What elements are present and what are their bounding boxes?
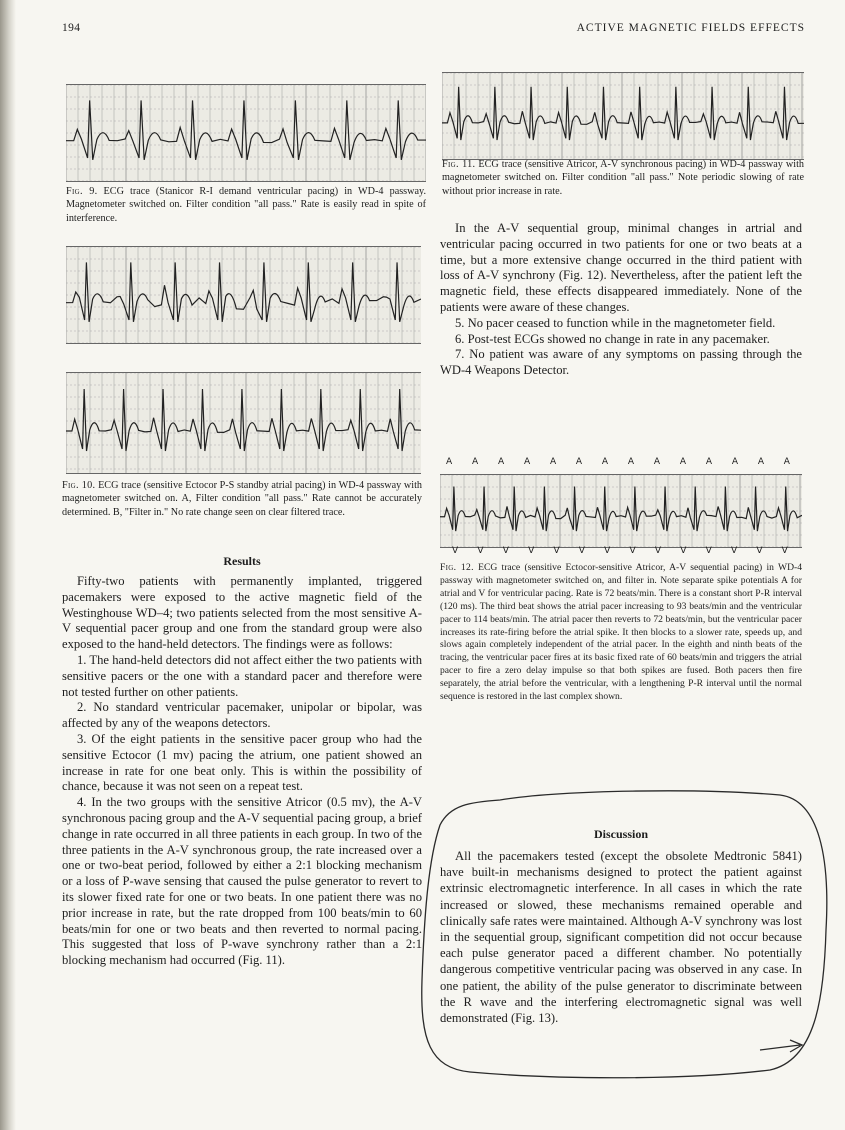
fig11-text: ECG trace (sensitive Atricor, A-V synchronous pacing) in WD-4 passway with magnetometer switched on. Filter condition "all pass." Note periodic slowing of rate without prior increase in rate. xyxy=(442,159,805,197)
results-item-7: 7. No patient was aware of any symptoms on passing through the WD-4 Weapons Detector. xyxy=(440,347,802,378)
fig10-caption xyxy=(62,479,422,519)
atrial-spike-marker: A xyxy=(731,457,738,467)
ventricular-spike-marker: V xyxy=(528,546,535,556)
fig10b-ecg-svg xyxy=(66,373,421,473)
atrial-spike-marker: A xyxy=(497,457,505,467)
ventricular-spike-marker: V xyxy=(604,546,611,556)
results-paragraph-1: Fifty-two patients with permanently implanted, triggered pacemakers were exposed to the active magnetic field of the Westinghouse WD–4; two patients selected from the most sensitive A-V sequential pacer group and one from the standard group were also exposed to the hand-held detectors. The findings were as follows: xyxy=(62,574,422,652)
results-item-6: 6. Post-test ECGs showed no change in rate in any pacemaker. xyxy=(455,331,770,346)
fig11-caption xyxy=(442,158,804,198)
results-heading: Results xyxy=(223,554,261,568)
fig12-ecg-trace xyxy=(440,474,802,548)
ventricular-spike-marker: V xyxy=(756,546,763,556)
discussion-paragraph-1: All the pacemakers tested (except the obsolete Medtronic 5841) have built-in mechanisms designed to protect the patient against extrinsic electromagnetic interference. In all cases in which the rate increased or slowed, these mechanisms remained operable and clinically safe rates were maintained. Although A-V synchrony was lost in the sequential group, significant competition did not occur because each pulse generator paced a different chamber. No potentially dangerous competitive ventricular pacing was observed in any case. In one patient, the ability of the pulse generator to discriminate between the R wave and the interfering electromagnetic signal was well demonstrated (Fig. 13). xyxy=(440,849,802,1026)
ventricular-spike-marker: V xyxy=(452,546,459,556)
fig10a-ecg-svg xyxy=(66,247,421,343)
page-number: 194 xyxy=(62,22,81,34)
fig11-ecg-trace xyxy=(442,72,804,160)
discussion-heading: Discussion xyxy=(593,827,649,841)
ventricular-spike-marker: V xyxy=(629,546,636,556)
atrial-spike-marker: A xyxy=(471,457,479,467)
atrial-spike-marker: A xyxy=(575,457,583,467)
results-item-4: 4. In the two groups with the sensitive Atricor (0.5 mv), the A-V synchronous pacing group and the A-V sequential pacing group, a brief change in rate occurred in all three patients in each group. In two of the three patients in the A-V synchronous group, the rate increased over a one or two-beat period, followed by either a 2:1 blocking mechanism or a loss of P-wave sensing that caused the pulse generator to revert to its slower fixed rate for one or two beats. In one patient there was no prior increase in rate, but the rate dropped from 100 beats/min to 60 beats/min for one or two beats and then reverted to normal pacing. This suggested that loss of P-wave synchrony rather than a 2:1 blocking mechanism had occurred (Fig. 11). xyxy=(62,795,422,968)
ventricular-spike-marker: V xyxy=(553,546,560,556)
atrial-spike-marker: A xyxy=(549,457,557,467)
scan-binding-edge xyxy=(0,0,16,1130)
ventricular-spike-marker: V xyxy=(730,546,738,556)
fig9-ecg-trace xyxy=(66,84,426,182)
discussion-text xyxy=(440,848,802,1026)
ventricular-spike-marker: V xyxy=(705,546,712,556)
pen-arrow xyxy=(760,1040,802,1052)
fig10-label: Fig. 10. xyxy=(62,480,96,491)
fig12-text: ECG trace (sensitive Ectocor-sensitive Atricor, A-V sequential pacing) in WD-4 passway with magnetometer switched on, and filter in. Note separate spike potentials A for atrial and V for ventricular pacing. Rate is 72 beats/min. There is a constant short P-R interval (120 ms). The third beat shows the atrial pacer increasing to 93 beats/min and the ventricular pacer to 114 beats/min. The atrial pacer then reverts to 72 beats/min, but the ventricular pacer increases its rate-firing before the atrial spike. It then blocks to a slower rate, speeds up, and slows again completely independent of the atrial pacer. In the eighth and ninth beats of the tracing, the ventricular pacer fires at its basic fixed rate of 60 beats/min and triggers the atrial pacer to fire a zero delay impulse so that both spikes are fused. Both pacers then fire separately, the atrial before the ventricular, with a lengthening P-R interval until the normal sequence is restored in the last complex shown. xyxy=(440,562,802,703)
ventricular-spike-marker: V xyxy=(578,546,585,556)
atrial-spike-marker: A xyxy=(757,457,764,467)
fig9-ecg-svg xyxy=(66,85,426,181)
ventricular-spike-marker: V xyxy=(654,546,662,556)
fig10b-ecg-trace xyxy=(66,372,421,474)
atrial-spike-marker: A xyxy=(446,457,453,467)
atrial-spike-marker: A xyxy=(627,457,635,467)
atrial-spike-marker: A xyxy=(679,457,687,467)
ecg-waveform xyxy=(66,389,421,451)
ventricular-spike-marker: V xyxy=(781,546,788,556)
fig12-ventricular-markers xyxy=(452,546,788,556)
fig12-label: Fig. 12. xyxy=(440,562,474,573)
fig10-text: ECG trace (sensitive Ectocor P-S standby atrial pacing) in WD-4 passway with magnetometer switched on. A, Filter condition "all pass." Rate cannot be accurately determined. B, "Filter in." No rate change seen on clear filtered trace. xyxy=(62,480,423,518)
ventricular-spike-marker: V xyxy=(502,546,509,556)
atrial-spike-marker: A xyxy=(783,457,790,467)
results-item-3: 3. Of the eight patients in the sensitive pacer group who had the sensitive Ectocor (1 mv) pacing the atrium, one patient showed an increase in rate for one beat only. This is within the possibility of chance, because it was not seen on a repeat test. xyxy=(62,731,422,794)
right-paragraph-1: In the A-V sequential group, minimal changes in artrial and ventricular pacing occurred in two patients for one or two beats at a time, but a more extensive change occurred in the third patient with loss of A-V synchrony (Fig. 12). Nevertheless, after the patient left the magnetic field, these effects disappeared immediately. None of the patients were aware of these changes. xyxy=(440,221,802,314)
fig11-label: Fig. 11. xyxy=(442,159,476,170)
results-item-1: 1. The hand-held detectors did not affect either the two patients with sensitive pacers or the one with a standard pacer and therefore were not tested further on other patients. xyxy=(62,652,422,699)
atrial-spike-marker: A xyxy=(705,457,713,467)
fig10a-ecg-trace xyxy=(66,246,421,344)
atrial-spike-marker: A xyxy=(653,457,661,467)
left-column-text xyxy=(62,574,422,969)
fig12-caption xyxy=(440,562,802,704)
atrial-spike-marker: A xyxy=(601,457,609,467)
results-item-5: 5. No pacer ceased to function while in the magnetometer field. xyxy=(455,315,776,330)
fig12-atrial-markers xyxy=(446,457,790,467)
ecg-waveform xyxy=(442,87,804,140)
ventricular-spike-marker: V xyxy=(680,546,687,556)
fig11-ecg-svg xyxy=(442,73,804,159)
fig9-text: ECG trace (Stanicor R-I demand ventricular pacing) in WD-4 passway. Magnetometer switched on. Filter condition "all pass." Rate is easily read in spite of interference. xyxy=(66,186,427,224)
right-column-text xyxy=(440,221,802,379)
running-title: ACTIVE MAGNETIC FIELDS EFFECTS xyxy=(576,22,805,34)
results-item-2: 2. No standard ventricular pacemaker, unipolar or bipolar, was affected by any of the weapons detectors. xyxy=(62,700,422,731)
ecg-waveform xyxy=(440,487,802,532)
atrial-spike-marker: A xyxy=(523,457,531,467)
fig12-ecg-svg xyxy=(440,475,802,547)
fig9-label: Fig. 9. xyxy=(66,186,98,197)
ventricular-spike-marker: V xyxy=(477,546,484,556)
fig9-caption xyxy=(66,185,426,225)
